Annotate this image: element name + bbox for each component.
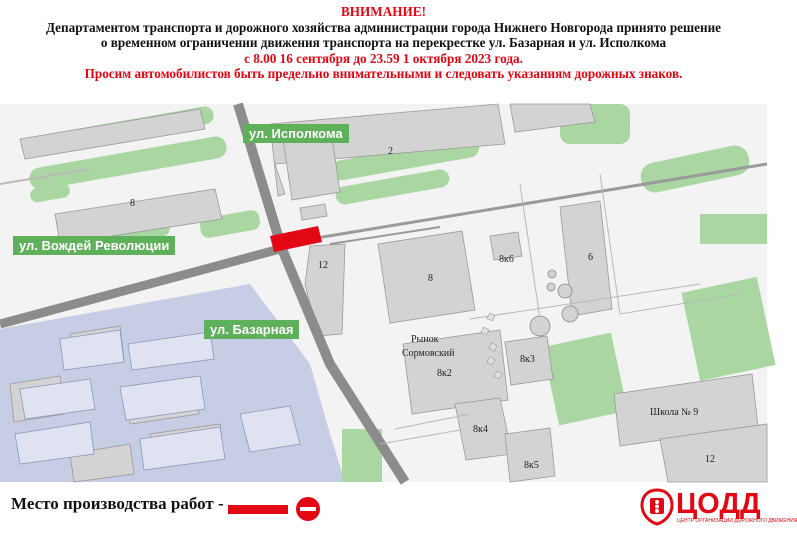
codd-logo-icon xyxy=(640,488,674,526)
market-name-line1: Рынок xyxy=(411,334,439,345)
building-number-8k6: 8к6 xyxy=(499,254,514,265)
no-entry-sign-icon xyxy=(296,497,320,521)
street-label-ispolkoma: ул. Исполкома xyxy=(243,124,349,143)
announcement-request: Просим автомобилистов быть предельно внимательными и следовать указаниям дорожных знаков. xyxy=(84,66,683,81)
codd-logo-name: ЦОДД xyxy=(676,488,761,520)
work-site-legend-bar xyxy=(228,505,288,514)
work-site-legend-label: Место производства работ - xyxy=(11,494,224,513)
attention-title: ВНИМАНИЕ! xyxy=(341,4,426,19)
building-number-8k4: 8к4 xyxy=(473,424,488,435)
street-label-bazarnaya: ул. Базарная xyxy=(204,320,299,339)
building-number-8k5: 8к5 xyxy=(524,460,539,471)
announcement-line-2: о временном ограничении движения транспорта на перекрестке ул. Базарная и ул. Исполкома xyxy=(100,35,667,50)
codd-logo-subtitle: ЦЕНТР ОРГАНИЗАЦИИ ДОРОЖНОГО ДВИЖЕНИЯ xyxy=(677,518,797,524)
building-number-6: 6 xyxy=(588,252,593,263)
building-number-2: 2 xyxy=(388,146,393,157)
building-number-8: 8 xyxy=(428,273,433,284)
building-number-8k2: 8к2 xyxy=(437,368,452,379)
building-number-8-left: 8 xyxy=(130,198,135,209)
codd-logo xyxy=(640,488,797,530)
building-number-12-right: 12 xyxy=(705,454,715,465)
intersection-map xyxy=(0,104,767,482)
building-number-8k3: 8к3 xyxy=(520,354,535,365)
announcement-header xyxy=(0,4,767,82)
building-number-12: 12 xyxy=(318,260,328,271)
street-label-vozhdey-revolyutsii: ул. Вождей Революции xyxy=(13,236,175,255)
announcement-dates: с 8.00 16 сентября до 23.59 1 октября 2023 года. xyxy=(244,50,523,66)
announcement-line-1: Департаментом транспорта и дорожного хозяйства администрации города Нижнего Новгорода принято решение xyxy=(45,19,722,35)
school-label: Школа № 9 xyxy=(650,407,699,418)
market-name-line2: Сормовский xyxy=(402,348,455,359)
